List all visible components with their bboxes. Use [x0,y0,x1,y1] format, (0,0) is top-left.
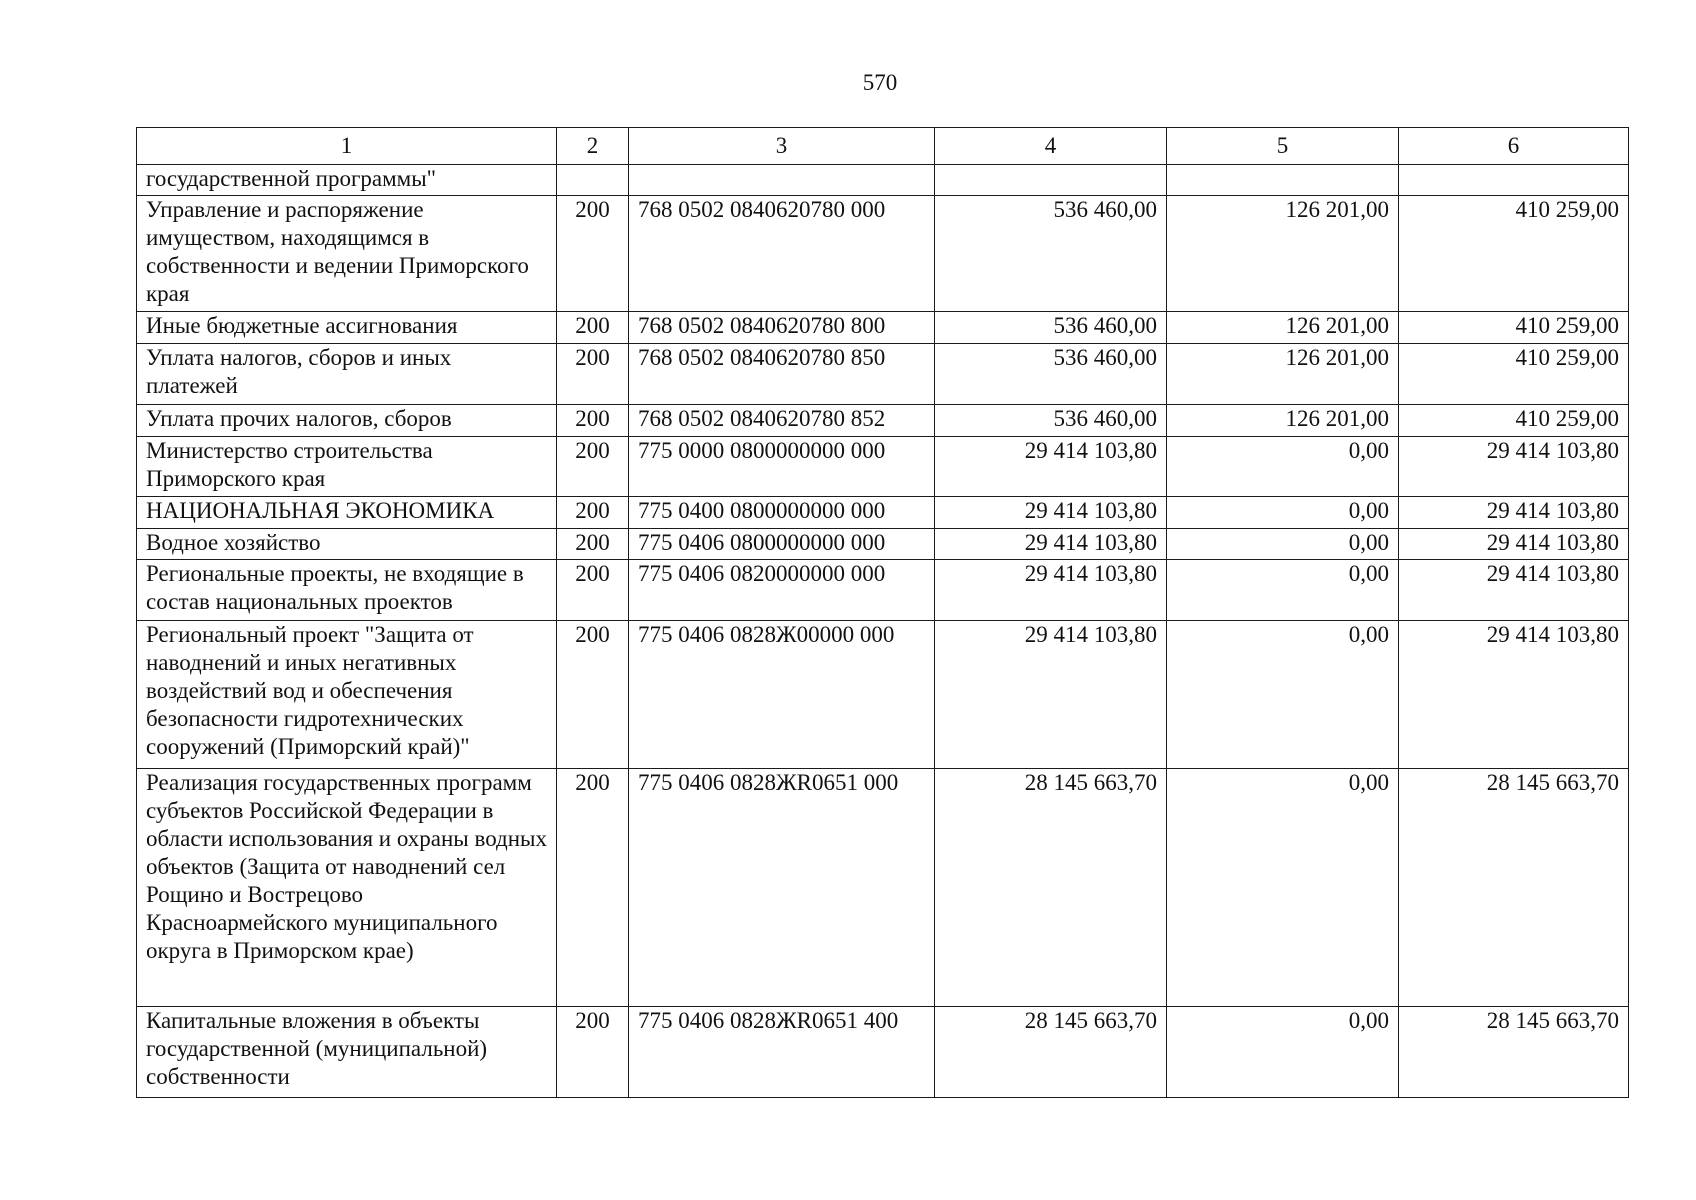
row-value-4: 29 414 103,80 [935,497,1167,529]
column-header: 4 [935,128,1167,165]
row-name: Водное хозяйство [137,529,557,560]
row-column-2: 200 [557,529,629,560]
table-row [137,312,1629,344]
row-code: 775 0406 0828ЖR0651 000 [629,769,935,1007]
row-value-4 [935,165,1167,196]
table-row [137,621,1629,769]
row-column-2: 200 [557,405,629,437]
row-value-4: 28 145 663,70 [935,1007,1167,1098]
row-column-2: 200 [557,312,629,344]
row-code: 775 0400 0800000000 000 [629,497,935,529]
table-row [137,165,1629,196]
row-value-5: 126 201,00 [1167,312,1399,344]
row-value-5: 0,00 [1167,529,1399,560]
row-name: Реализация государственных программ субъектов Российской Федерации в области использования и охраны водных объектов (Защита от наводнений сел Рощино и Вострецово Красноармейского муниципального округа в Приморском крае) [137,769,557,1007]
row-value-4: 536 460,00 [935,312,1167,344]
row-column-2: 200 [557,437,629,497]
row-column-2 [557,165,629,196]
row-name: НАЦИОНАЛЬНАЯ ЭКОНОМИКА [137,497,557,529]
row-code: 768 0502 0840620780 000 [629,196,935,312]
row-column-2: 200 [557,621,629,769]
page-number: 570 [862,70,898,95]
budget-table [136,127,1629,1098]
table-row [137,196,1629,312]
row-value-6: 29 414 103,80 [1399,529,1629,560]
row-name: Региональные проекты, не входящие в состав национальных проектов [137,560,557,621]
table-row [137,405,1629,437]
row-code: 775 0406 0800000000 000 [629,529,935,560]
row-column-2: 200 [557,1007,629,1098]
column-header: 5 [1167,128,1399,165]
row-code: 775 0406 0828Ж00000 000 [629,621,935,769]
row-value-5: 126 201,00 [1167,344,1399,405]
row-name: Уплата прочих налогов, сборов [137,405,557,437]
table-row [137,437,1629,497]
table-row [137,344,1629,405]
row-column-2: 200 [557,769,629,1007]
row-value-4: 29 414 103,80 [935,560,1167,621]
row-value-6: 29 414 103,80 [1399,621,1629,769]
row-name: Уплата налогов, сборов и иных платежей [137,344,557,405]
column-header: 2 [557,128,629,165]
table-row [137,1007,1629,1098]
row-value-6 [1399,165,1629,196]
row-name: Иные бюджетные ассигнования [137,312,557,344]
row-name: Министерство строительства Приморского края [137,437,557,497]
table-row [137,529,1629,560]
row-value-4: 536 460,00 [935,405,1167,437]
column-header: 3 [629,128,935,165]
row-code: 768 0502 0840620780 852 [629,405,935,437]
row-value-4: 29 414 103,80 [935,621,1167,769]
table-row [137,560,1629,621]
row-value-6: 410 259,00 [1399,196,1629,312]
row-value-6: 28 145 663,70 [1399,769,1629,1007]
row-column-2: 200 [557,560,629,621]
column-header: 1 [137,128,557,165]
row-name: Капитальные вложения в объекты государственной (муниципальной) собственности [137,1007,557,1098]
row-column-2: 200 [557,344,629,405]
row-name: Региональный проект "Защита от наводнений и иных негативных воздействий вод и обеспечения безопасности гидротехнических сооружений (Приморский край)" [137,621,557,769]
row-value-6: 410 259,00 [1399,344,1629,405]
row-value-5 [1167,165,1399,196]
row-value-5: 0,00 [1167,437,1399,497]
row-value-5: 0,00 [1167,497,1399,529]
row-value-5: 0,00 [1167,621,1399,769]
row-value-4: 28 145 663,70 [935,769,1167,1007]
row-value-6: 28 145 663,70 [1399,1007,1629,1098]
column-header: 6 [1399,128,1629,165]
row-value-5: 126 201,00 [1167,196,1399,312]
row-code: 775 0406 0820000000 000 [629,560,935,621]
row-column-2: 200 [557,196,629,312]
row-value-5: 0,00 [1167,769,1399,1007]
table-header-row [137,128,1629,165]
row-value-4: 536 460,00 [935,344,1167,405]
row-value-5: 126 201,00 [1167,405,1399,437]
row-column-2: 200 [557,497,629,529]
row-name: государственной программы" [137,165,557,196]
row-name: Управление и распоряжение имуществом, находящимся в собственности и ведении Приморского края [137,196,557,312]
row-code: 775 0000 0800000000 000 [629,437,935,497]
row-value-6: 410 259,00 [1399,405,1629,437]
row-code: 768 0502 0840620780 850 [629,344,935,405]
row-code: 775 0406 0828ЖR0651 400 [629,1007,935,1098]
row-code [629,165,935,196]
row-code: 768 0502 0840620780 800 [629,312,935,344]
row-value-6: 29 414 103,80 [1399,560,1629,621]
row-value-5: 0,00 [1167,1007,1399,1098]
row-value-5: 0,00 [1167,560,1399,621]
row-value-4: 536 460,00 [935,196,1167,312]
table-row [137,769,1629,1007]
row-value-6: 410 259,00 [1399,312,1629,344]
row-value-4: 29 414 103,80 [935,529,1167,560]
row-value-6: 29 414 103,80 [1399,437,1629,497]
table-row [137,497,1629,529]
row-value-4: 29 414 103,80 [935,437,1167,497]
row-value-6: 29 414 103,80 [1399,497,1629,529]
